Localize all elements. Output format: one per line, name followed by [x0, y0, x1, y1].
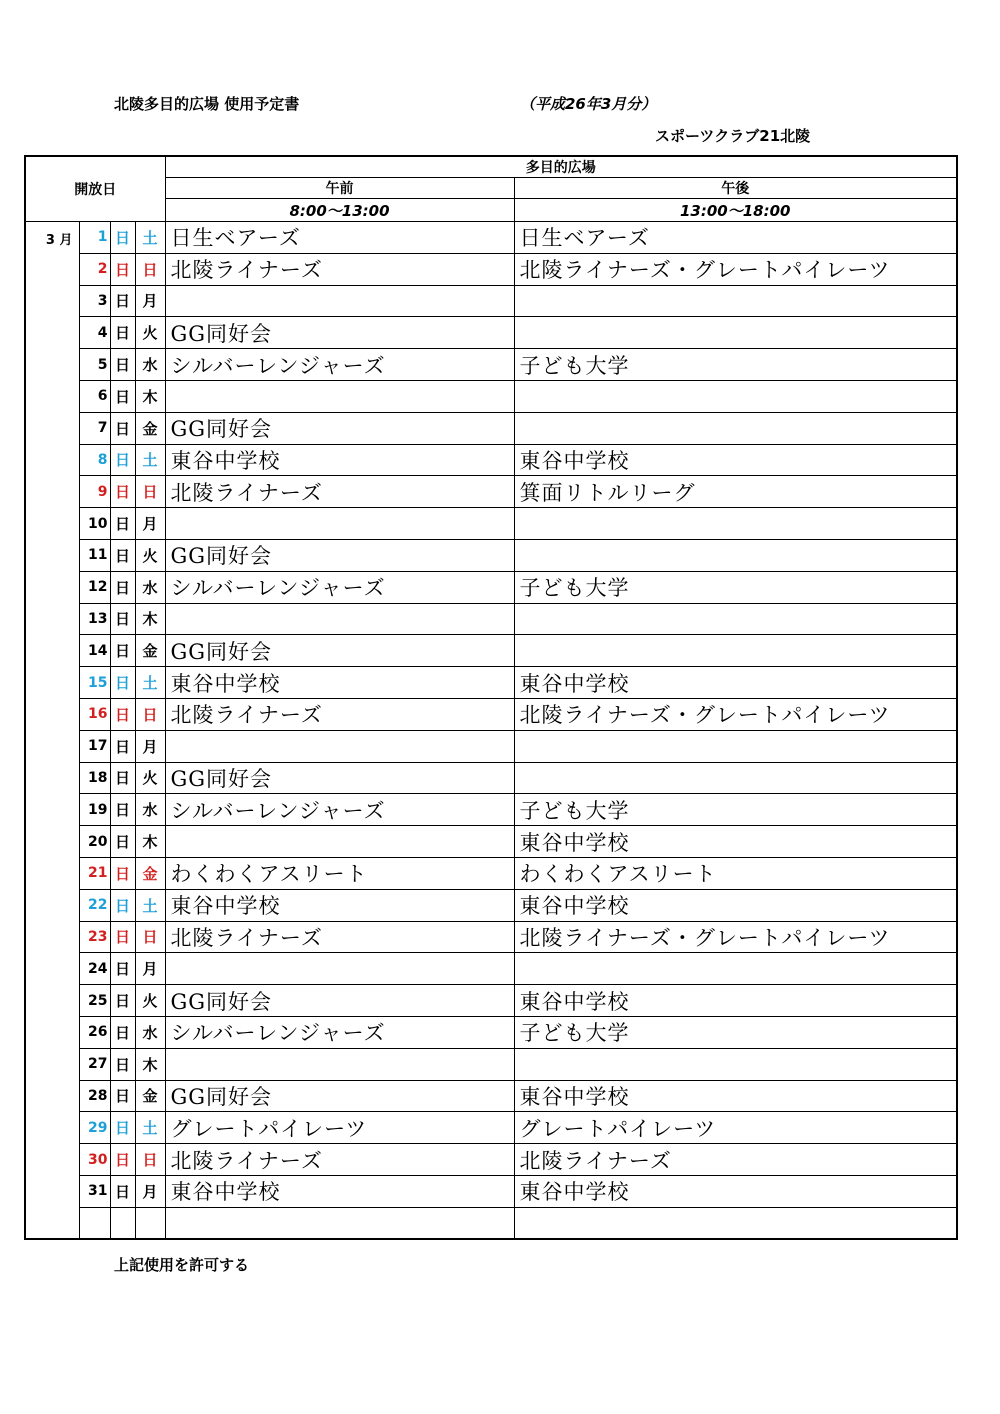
- am-booking: 北陵ライナーズ: [165, 698, 514, 730]
- am-booking: [165, 1048, 514, 1080]
- day-number: 9: [79, 476, 110, 508]
- day-unit: 日: [110, 762, 135, 794]
- schedule-row: [25, 1048, 957, 1080]
- empty-weekday: [135, 1207, 165, 1239]
- schedule-row: [25, 794, 957, 826]
- day-unit: 日: [110, 667, 135, 699]
- schedule-row: [25, 1144, 957, 1176]
- pm-booking: 子ども大学: [514, 794, 957, 826]
- day-number: 16: [79, 698, 110, 730]
- empty-am: [165, 1207, 514, 1239]
- day-number: 11: [79, 539, 110, 571]
- schedule-row: [25, 603, 957, 635]
- day-number: 12: [79, 571, 110, 603]
- empty-unit: [110, 1207, 135, 1239]
- weekday: 土: [135, 667, 165, 699]
- am-booking: 北陵ライナーズ: [165, 1144, 514, 1176]
- pm-booking: 日生ベアーズ: [514, 222, 957, 254]
- schedule-row: [25, 222, 957, 254]
- am-booking: [165, 285, 514, 317]
- approval-note: 上記使用を許可する: [114, 1256, 250, 1274]
- weekday: 金: [135, 412, 165, 444]
- day-number: 22: [79, 889, 110, 921]
- day-number: 28: [79, 1080, 110, 1112]
- weekday: 日: [135, 921, 165, 953]
- day-unit: 日: [110, 603, 135, 635]
- pm-booking: [514, 380, 957, 412]
- day-unit: 日: [110, 794, 135, 826]
- am-booking: 東谷中学校: [165, 444, 514, 476]
- day-unit: 日: [110, 412, 135, 444]
- day-unit: 日: [110, 857, 135, 889]
- pm-booking: 東谷中学校: [514, 1175, 957, 1207]
- day-number: 19: [79, 794, 110, 826]
- am-booking: GG同好会: [165, 317, 514, 349]
- pm-booking: 北陵ライナーズ・グレートパイレーツ: [514, 921, 957, 953]
- am-booking: シルバーレンジャーズ: [165, 571, 514, 603]
- day-unit: 日: [110, 1175, 135, 1207]
- schedule-row: [25, 317, 957, 349]
- am-booking: 東谷中学校: [165, 667, 514, 699]
- am-booking: [165, 953, 514, 985]
- schedule-row: [25, 253, 957, 285]
- schedule-row: [25, 635, 957, 667]
- am-time-header: 8:00～13:00: [165, 199, 514, 222]
- schedule-row: [25, 349, 957, 381]
- weekday: 日: [135, 698, 165, 730]
- pm-time-header: 13:00～18:00: [514, 199, 957, 222]
- pm-booking: 子ども大学: [514, 571, 957, 603]
- weekday: 火: [135, 317, 165, 349]
- day-number: 4: [79, 317, 110, 349]
- weekday: 月: [135, 1175, 165, 1207]
- schedule-row: [25, 857, 957, 889]
- day-number: 13: [79, 603, 110, 635]
- schedule-row: [25, 826, 957, 858]
- weekday: 火: [135, 539, 165, 571]
- day-unit: 日: [110, 1144, 135, 1176]
- schedule-row: [25, 539, 957, 571]
- weekday: 月: [135, 730, 165, 762]
- day-unit: 日: [110, 953, 135, 985]
- pm-booking: 北陵ライナーズ・グレートパイレーツ: [514, 698, 957, 730]
- day-number: 8: [79, 444, 110, 476]
- day-unit: 日: [110, 253, 135, 285]
- pm-booking: [514, 635, 957, 667]
- day-unit: 日: [110, 508, 135, 540]
- pm-booking: 東谷中学校: [514, 985, 957, 1017]
- facility-header: 多目的広場: [165, 156, 957, 178]
- pm-booking: [514, 730, 957, 762]
- day-number: 31: [79, 1175, 110, 1207]
- day-unit: 日: [110, 889, 135, 921]
- open-day-header: 開放日: [25, 156, 165, 222]
- pm-booking: [514, 762, 957, 794]
- weekday: 土: [135, 222, 165, 254]
- day-unit: 日: [110, 539, 135, 571]
- am-booking: [165, 380, 514, 412]
- day-unit: 日: [110, 1016, 135, 1048]
- schedule-row: [25, 476, 957, 508]
- am-booking: 東谷中学校: [165, 889, 514, 921]
- day-unit: 日: [110, 730, 135, 762]
- schedule-row: [25, 444, 957, 476]
- pm-booking: [514, 412, 957, 444]
- pm-booking: 子ども大学: [514, 349, 957, 381]
- schedule-row: [25, 508, 957, 540]
- am-booking: [165, 603, 514, 635]
- am-booking: GG同好会: [165, 539, 514, 571]
- day-unit: 日: [110, 444, 135, 476]
- day-number: 2: [79, 253, 110, 285]
- am-booking: 北陵ライナーズ: [165, 476, 514, 508]
- weekday: 水: [135, 571, 165, 603]
- day-number: 10: [79, 508, 110, 540]
- weekday: 金: [135, 857, 165, 889]
- pm-booking: [514, 508, 957, 540]
- am-booking: 北陵ライナーズ: [165, 921, 514, 953]
- day-number: 14: [79, 635, 110, 667]
- weekday: 水: [135, 349, 165, 381]
- schedule-row: [25, 380, 957, 412]
- schedule-row: [25, 1175, 957, 1207]
- schedule-row: [25, 985, 957, 1017]
- weekday: 木: [135, 603, 165, 635]
- schedule-row: [25, 921, 957, 953]
- schedule-row: [25, 889, 957, 921]
- am-booking: わくわくアスリート: [165, 857, 514, 889]
- day-unit: 日: [110, 1048, 135, 1080]
- day-number: 23: [79, 921, 110, 953]
- am-booking: シルバーレンジャーズ: [165, 1016, 514, 1048]
- weekday: 木: [135, 1048, 165, 1080]
- day-number: 7: [79, 412, 110, 444]
- day-number: 15: [79, 667, 110, 699]
- weekday: 日: [135, 1144, 165, 1176]
- schedule-row: [25, 1080, 957, 1112]
- day-unit: 日: [110, 1112, 135, 1144]
- am-booking: 北陵ライナーズ: [165, 253, 514, 285]
- schedule-row: [25, 285, 957, 317]
- weekday: 土: [135, 444, 165, 476]
- am-booking: シルバーレンジャーズ: [165, 349, 514, 381]
- pm-booking: グレートパイレーツ: [514, 1112, 957, 1144]
- weekday: 木: [135, 826, 165, 858]
- am-booking: [165, 508, 514, 540]
- schedule-row: [25, 571, 957, 603]
- schedule-row: [25, 730, 957, 762]
- empty-row: [25, 1207, 957, 1239]
- day-number: 1: [79, 222, 110, 254]
- day-unit: 日: [110, 317, 135, 349]
- pm-booking: 子ども大学: [514, 1016, 957, 1048]
- weekday: 土: [135, 889, 165, 921]
- day-number: 29: [79, 1112, 110, 1144]
- day-unit: 日: [110, 222, 135, 254]
- weekday: 水: [135, 1016, 165, 1048]
- pm-booking: [514, 953, 957, 985]
- day-unit: 日: [110, 985, 135, 1017]
- pm-booking: [514, 1048, 957, 1080]
- schedule-row: [25, 1112, 957, 1144]
- day-unit: 日: [110, 476, 135, 508]
- day-unit: 日: [110, 349, 135, 381]
- schedule-row: [25, 667, 957, 699]
- weekday: 水: [135, 794, 165, 826]
- weekday: 土: [135, 1112, 165, 1144]
- pm-header: 午後: [514, 178, 957, 199]
- am-booking: GG同好会: [165, 762, 514, 794]
- schedule-row: [25, 698, 957, 730]
- day-number: 25: [79, 985, 110, 1017]
- day-unit: 日: [110, 921, 135, 953]
- schedule-row: [25, 1016, 957, 1048]
- pm-booking: 東谷中学校: [514, 1080, 957, 1112]
- day-number: 26: [79, 1016, 110, 1048]
- weekday: 金: [135, 1080, 165, 1112]
- schedule-row: [25, 762, 957, 794]
- day-number: 6: [79, 380, 110, 412]
- weekday: 日: [135, 476, 165, 508]
- day-unit: 日: [110, 571, 135, 603]
- document-title: 北陵多目的広場 使用予定書: [114, 95, 300, 113]
- weekday: 火: [135, 762, 165, 794]
- am-booking: GG同好会: [165, 412, 514, 444]
- day-number: 21: [79, 857, 110, 889]
- schedule-table: [24, 155, 958, 1240]
- day-number: 18: [79, 762, 110, 794]
- day-unit: 日: [110, 285, 135, 317]
- day-unit: 日: [110, 826, 135, 858]
- am-booking: 東谷中学校: [165, 1175, 514, 1207]
- pm-booking: 東谷中学校: [514, 889, 957, 921]
- month-label: 3 月: [25, 222, 79, 1240]
- am-booking: [165, 826, 514, 858]
- pm-booking: 箕面リトルリーグ: [514, 476, 957, 508]
- am-booking: [165, 730, 514, 762]
- schedule-row: [25, 953, 957, 985]
- day-number: 5: [79, 349, 110, 381]
- weekday: 木: [135, 380, 165, 412]
- pm-booking: 北陵ライナーズ: [514, 1144, 957, 1176]
- day-number: 27: [79, 1048, 110, 1080]
- schedule-row: [25, 412, 957, 444]
- am-booking: シルバーレンジャーズ: [165, 794, 514, 826]
- pm-booking: わくわくアスリート: [514, 857, 957, 889]
- am-booking: グレートパイレーツ: [165, 1112, 514, 1144]
- pm-booking: 東谷中学校: [514, 826, 957, 858]
- pm-booking: [514, 539, 957, 571]
- day-unit: 日: [110, 635, 135, 667]
- day-unit: 日: [110, 1080, 135, 1112]
- pm-booking: [514, 317, 957, 349]
- day-number: 17: [79, 730, 110, 762]
- day-number: 30: [79, 1144, 110, 1176]
- weekday: 月: [135, 953, 165, 985]
- pm-booking: [514, 603, 957, 635]
- weekday: 月: [135, 508, 165, 540]
- pm-booking: 東谷中学校: [514, 444, 957, 476]
- weekday: 日: [135, 253, 165, 285]
- day-unit: 日: [110, 380, 135, 412]
- pm-booking: 北陵ライナーズ・グレートパイレーツ: [514, 253, 957, 285]
- weekday: 金: [135, 635, 165, 667]
- weekday: 火: [135, 985, 165, 1017]
- day-number: 24: [79, 953, 110, 985]
- pm-booking: 東谷中学校: [514, 667, 957, 699]
- weekday: 月: [135, 285, 165, 317]
- am-booking: 日生ベアーズ: [165, 222, 514, 254]
- empty-day: [79, 1207, 110, 1239]
- am-header: 午前: [165, 178, 514, 199]
- am-booking: GG同好会: [165, 635, 514, 667]
- day-number: 20: [79, 826, 110, 858]
- empty-pm: [514, 1207, 957, 1239]
- day-unit: 日: [110, 698, 135, 730]
- day-number: 3: [79, 285, 110, 317]
- pm-booking: [514, 285, 957, 317]
- am-booking: GG同好会: [165, 985, 514, 1017]
- schedule-period: （平成26年3月分）: [520, 95, 657, 113]
- organization-name: スポーツクラブ21北陵: [655, 127, 811, 145]
- am-booking: GG同好会: [165, 1080, 514, 1112]
